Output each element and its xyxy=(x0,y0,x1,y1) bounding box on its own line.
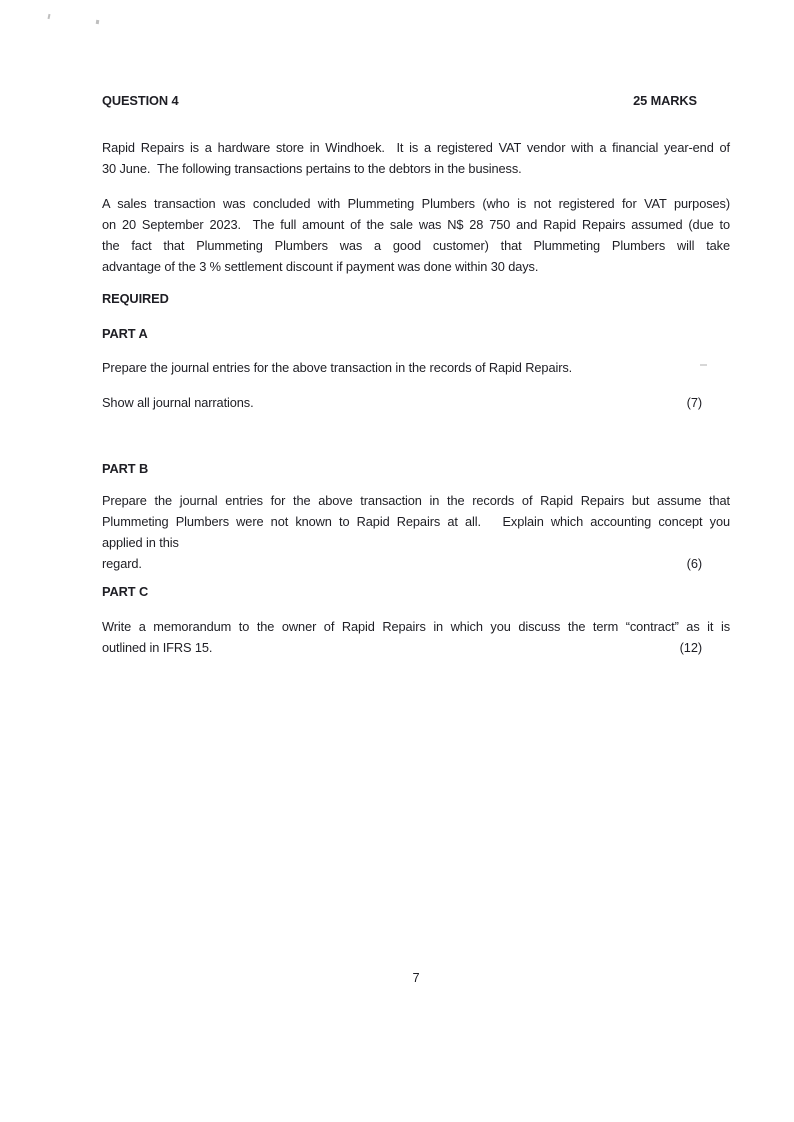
paragraph-line: applied in this xyxy=(102,535,179,550)
part-b-heading: PART B xyxy=(102,461,149,476)
paragraph-line: 30 June. The following transactions pertains to the debtors in the business. xyxy=(102,161,522,176)
part-b-instruction xyxy=(102,490,730,553)
page-number: 7 xyxy=(412,970,420,985)
document-content xyxy=(102,0,730,1122)
part-b-last-row xyxy=(102,553,730,574)
part-c-last-row xyxy=(102,637,730,658)
part-a-instruction: Prepare the journal entries for the above transaction in the records of Rapid Repairs. xyxy=(102,360,573,375)
part-b-marks: (6) xyxy=(686,556,702,571)
paragraph-line: Write a memorandum to the owner of Rapid Repairs in which you discuss the term “contract” as it is xyxy=(102,619,730,634)
question-header xyxy=(102,90,730,111)
paragraph-line: Plummeting Plumbers were not known to Rapid Repairs at all. Explain which accounting concept you xyxy=(102,514,730,529)
part-c-heading: PART C xyxy=(102,584,149,599)
paragraph-line: advantage of the 3 % settlement discount if payment was done within 30 days. xyxy=(102,259,539,274)
paragraph-line: on 20 September 2023. The full amount of the sale was N$ 28 750 and Rapid Repairs assumed (due to xyxy=(102,217,730,232)
paragraph-line: the fact that Plummeting Plumbers was a good customer) that Plummeting Plumbers will take xyxy=(102,238,730,253)
part-c-last-line: outlined in IFRS 15. xyxy=(102,640,213,655)
paragraph-line: A sales transaction was concluded with Plummeting Plumbers (who is not registered for VAT purposes) xyxy=(102,196,730,211)
scan-artifact xyxy=(48,14,51,19)
scenario-paragraph xyxy=(102,193,730,277)
scan-artifact xyxy=(96,20,100,24)
required-heading: REQUIRED xyxy=(102,291,169,306)
part-a-heading: PART A xyxy=(102,326,148,341)
part-a-note: Show all journal narrations. xyxy=(102,395,254,410)
part-a-marks: (7) xyxy=(686,395,702,410)
paragraph-line: Prepare the journal entries for the above transaction in the records of Rapid Repairs but assume that xyxy=(102,493,730,508)
total-marks: 25 MARKS xyxy=(633,93,697,108)
part-a-note-row xyxy=(102,392,730,413)
question-title: QUESTION 4 xyxy=(102,93,179,108)
part-b-last-line: regard. xyxy=(102,556,142,571)
part-c-instruction xyxy=(102,616,730,637)
part-c-marks: (12) xyxy=(679,640,702,655)
paragraph-line: Rapid Repairs is a hardware store in Windhoek. It is a registered VAT vendor with a financial year-end of xyxy=(102,140,730,155)
intro-paragraph xyxy=(102,137,730,179)
